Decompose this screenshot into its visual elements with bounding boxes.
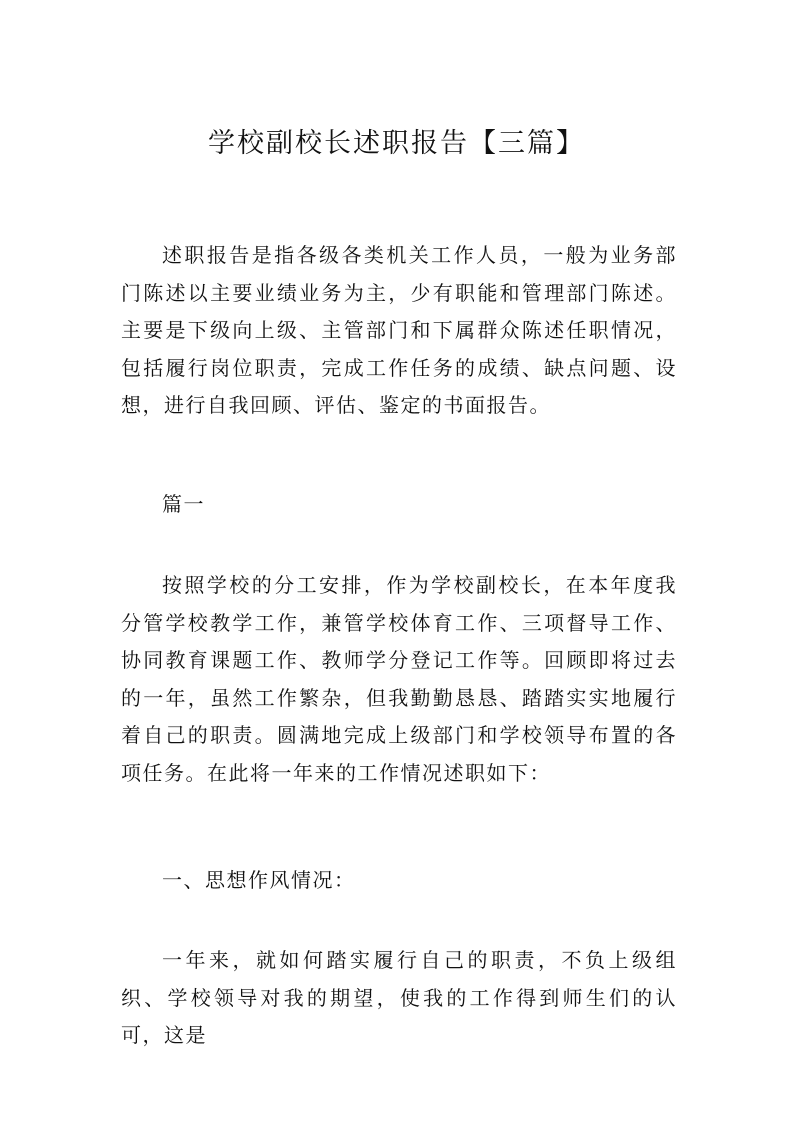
part1-heading: 篇一 — [162, 492, 205, 516]
intro-paragraph: 述职报告是指各级各类机关工作人员，一般为业务部门陈述以主要业绩业务为主，少有职能和管理部门陈述。主要是下级向上级、主管部门和下属群众陈述任职情况，包括履行岗位职责，完成工作任务的成绩、缺点问题、设想，进行自我回顾、评估、鉴定的书面报告。 — [121, 243, 677, 417]
section1-paragraph: 一年来，就如何踏实履行自己的职责，不负上级组织、学校领导对我的期望，使我的工作得到师生们的认可，这是 — [121, 948, 677, 1047]
document-title: 学校副校长述职报告【三篇】 — [208, 128, 585, 159]
part1-paragraph: 按照学校的分工安排，作为学校副校长，在本年度我分管学校教学工作，兼管学校体育工作、三项督导工作、协同教育课题工作、教师学分登记工作等。回顾即将过去的一年，虽然工作繁杂，但我勤勤恳恳、踏踏实实地履行着自己的职责。圆满地完成上级部门和学校领导布置的各项任务。在此将一年来的工作情况述职如下： — [121, 573, 677, 785]
section1-heading: 一、思想作风情况： — [162, 868, 356, 892]
